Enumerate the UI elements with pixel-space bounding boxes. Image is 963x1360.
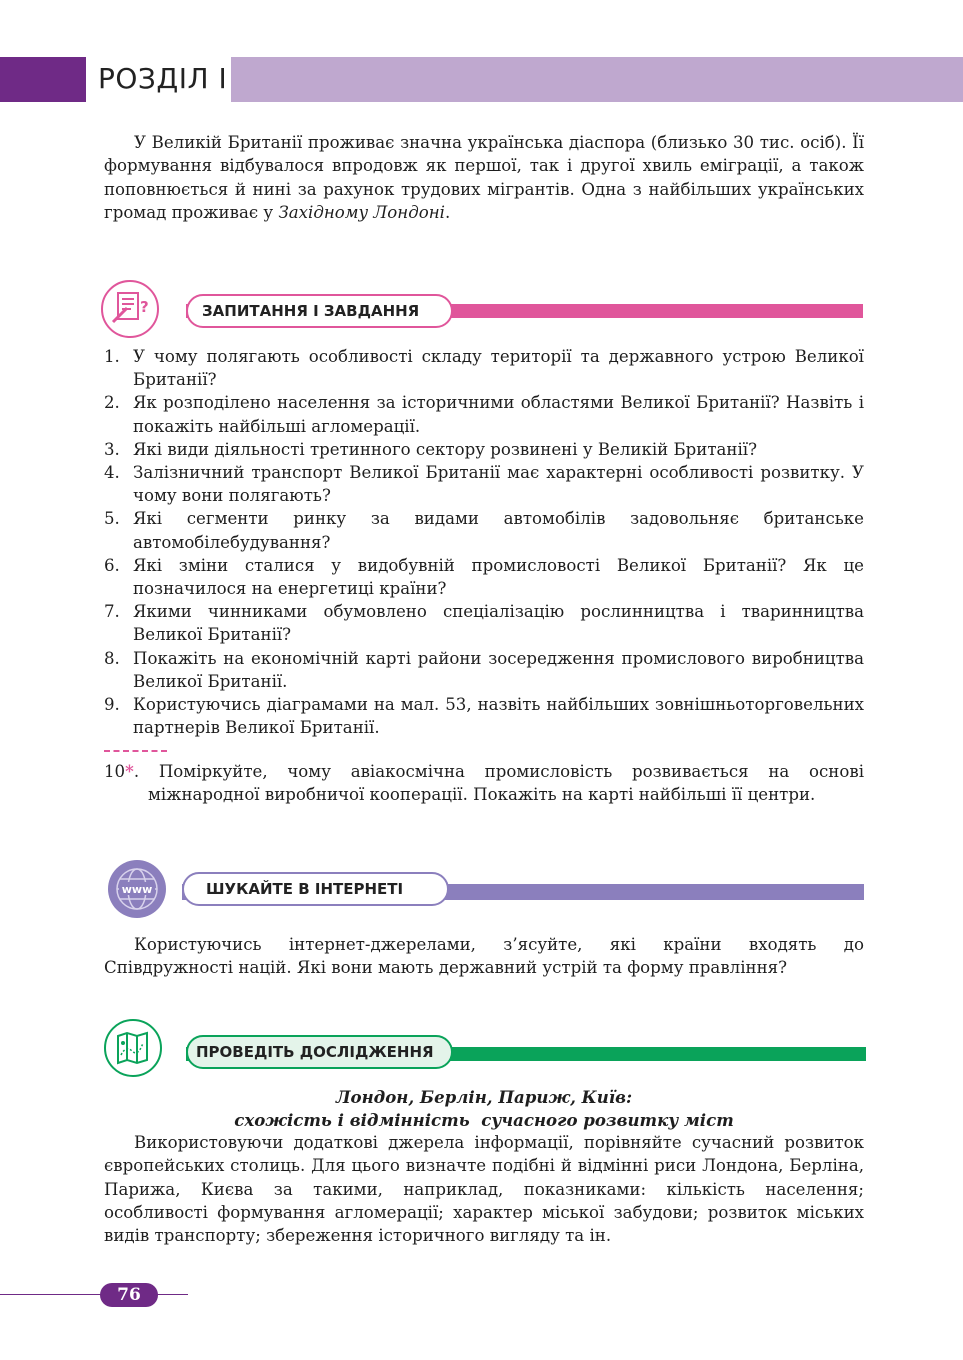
question-text: Якими чинниками обумовлено спеціалізацію рослинництва і тваринництва Великої Британії? [133,602,864,645]
research-heading: ПРОВЕДІТЬ ДОСЛІДЖЕННЯ [186,1035,453,1069]
research-subtitle-line1: Лондон, Берлін, Париж, Київ: [335,1087,633,1107]
question-number: 3. [104,439,120,459]
www-label: www [121,883,153,896]
question-number: 7. [104,602,120,622]
internet-heading: ШУКАЙТЕ В ІНТЕРНЕТІ [182,872,449,906]
document-pencil-question-graphic [103,282,157,336]
header-band [231,57,963,102]
intro-text: У Великій Британії проживає значна українська діаспора (близько 30 тис. осіб). Її формування відбувалося впродовж як першої, так і другої хвиль еміграції, а також поповнюється й нині за рахунок трудових мігрантів. Одна з найбільших українських громад проживає у [104,133,864,222]
questions-list [104,345,864,739]
question-item [104,693,864,739]
internet-text: Користуючись інтернет-джерелами, з’ясуйте, які країни входять до Співдружності націй. Які вони мають державний устрій та форму правління? [104,935,864,978]
question-text: У чому полягають особливості складу території та державного устрою Великої Британії? [133,347,864,390]
intro-italic: Західному Лондоні [278,202,445,222]
question-number: 2. [104,393,120,413]
question-item [104,507,864,553]
question-number: 6. [104,555,120,575]
question-text: . Поміркуйте, чому авіакосмічна промисловість розвивається на основі міжнародної виробничої кооперації. Покажіть на карті найбільші її центри. [133,762,864,805]
document-pencil-question-icon [101,280,159,338]
question-text: Які сегменти ринку за видами автомобілів задовольняє британське автомобілебудування? [133,509,864,552]
question-number: 9. [104,695,120,715]
question-text: Які види діяльності третинного сектору розвинені у Великій Британії? [133,439,757,459]
question-text: Користуючись діаграмами на мал. 53, назвіть найбільших зовнішньоторговельних партнерів Великої Британії. [133,695,864,738]
www-globe-icon [108,860,166,918]
question-item-10 [104,760,864,806]
questions-heading: ЗАПИТАННЯ І ЗАВДАННЯ [186,294,453,328]
www-globe-graphic [108,860,166,918]
page-number: 76 [100,1283,158,1307]
research-subtitle-line2: схожість і відмінність сучасного розвитку міст [234,1109,734,1130]
advanced-star: * [125,761,134,781]
research-text: Використовуючи додаткові джерела інформації, порівняйте сучасний розвиток європейських столиць. Для цього визначте подібні й відмінні риси Лондона, Берліна, Парижа, Києва за такими, наприклад, показниками: кількість населення; особливості формування агломерації; характер міської забудови; розвиток міських видів транспорту; збереження історичного вигляду та ін. [104,1133,864,1246]
question-text: Які зміни сталися у видобувній промисловості Великої Британії? Як це позначилося на енергетиці країни? [133,555,864,599]
research-subtitle [104,1086,864,1131]
header-accent-block [0,57,86,102]
footer-line [0,1294,188,1295]
intro-paragraph [104,131,864,224]
section-title: РОЗДІЛ І [98,62,228,95]
question-text: Залізничний транспорт Великої Британії має характерні особливості розвитку. У чому вони полягають? [133,463,864,506]
question-number: 1. [104,347,120,366]
question-number: 10 [104,762,126,781]
folded-map-graphic [106,1021,160,1075]
internet-paragraph [104,933,864,980]
question-text: Покажіть на економічній карті райони зосередження промислового виробництва Великої Британії. [133,648,864,691]
question-number: 4. [104,463,120,483]
question-item [104,345,864,391]
question-item [104,600,864,646]
svg-text:?: ? [140,298,149,316]
question-number: 8. [104,648,120,668]
question-item [104,461,864,507]
question-number: 5. [104,509,120,529]
folded-map-icon [104,1019,162,1077]
intro-text-end: . [444,202,451,222]
question-item [104,647,864,693]
question-item [104,391,864,437]
question-item [104,438,864,461]
research-paragraph [104,1131,864,1247]
question-item [104,554,864,600]
advanced-task-divider [104,750,167,752]
question-text: Як розподілено населення за історичними областями Великої Британії? Назвіть і покажіть найбільші агломерації. [133,393,864,436]
